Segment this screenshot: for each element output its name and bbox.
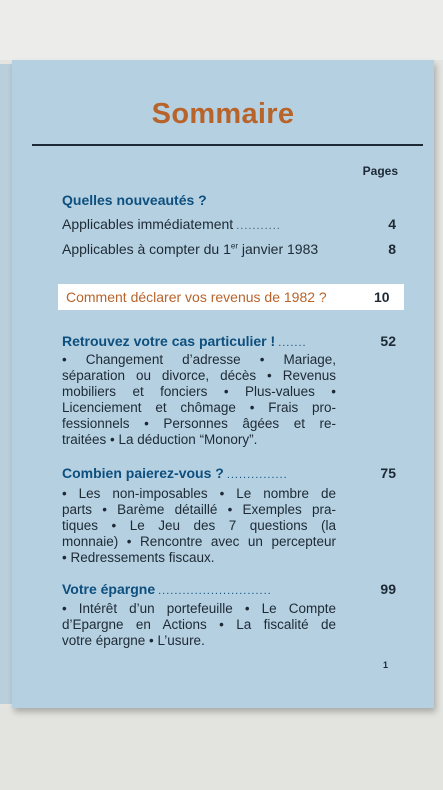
background-wall bbox=[0, 0, 443, 60]
section-page: 99 bbox=[380, 581, 396, 597]
highlight-label: Comment déclarer vos revenus de 1982 ? bbox=[66, 289, 327, 305]
section-heading-epargne: Votre épargne ............................ 99 bbox=[62, 581, 396, 597]
section-body-epargne: • Intérêt d’un portefeuille • Le Compte d’Epargne en Actions • La fiscalité de votre épargne • L’usure. bbox=[62, 601, 336, 648]
pages-column-label: Pages bbox=[362, 164, 398, 178]
leader-dots: ........... bbox=[236, 220, 281, 232]
toc-entry-1983 bbox=[62, 241, 396, 257]
toc-entry-label: Applicables immédiatement bbox=[62, 216, 234, 232]
toc-entry-page: 4 bbox=[388, 216, 396, 232]
section-heading-combien: Combien paierez-vous ? ............... 75 bbox=[62, 465, 396, 481]
section-body-combien: • Les non-imposables • Le nombre de parts • Barème détaillé • Exemples pra- tiques • Le Jeu des 7 questions (la monnaie) • Rencontre avec un percepteur • Redressements fiscaux. bbox=[62, 486, 336, 565]
booklet-page bbox=[12, 60, 434, 708]
background-table bbox=[0, 710, 443, 790]
toc-entry-label: Applicables à compter du 1er janvier 1983 bbox=[62, 241, 319, 257]
section-body-cas: • Changement d’adresse • Mariage, séparation ou divorce, décès • Revenus mobiliers et fonciers • Plus-values • Licenciement et chômage • Frais pro- fessionnels • Personnes âgées et re- traitées • La déduction “Monory”. bbox=[62, 352, 336, 447]
section-page: 75 bbox=[380, 465, 396, 481]
highlight-page: 10 bbox=[374, 289, 390, 305]
leader-dots: ............................ bbox=[158, 585, 272, 597]
toc-entry-page: 8 bbox=[388, 241, 396, 257]
section-heading-cas: Retrouvez votre cas particulier ! ....... 52 bbox=[62, 333, 396, 349]
highlight-entry bbox=[58, 284, 404, 310]
page-number: 1 bbox=[382, 660, 388, 670]
leader-dots: ............... bbox=[226, 469, 288, 481]
leader-dots: ....... bbox=[278, 337, 307, 349]
section-page: 52 bbox=[380, 333, 396, 349]
section-heading-nouveautes: Quelles nouveautés ? bbox=[62, 192, 207, 208]
title-rule bbox=[32, 144, 423, 146]
page-title: Sommaire bbox=[151, 98, 295, 130]
toc-entry-immediatement bbox=[62, 216, 396, 232]
